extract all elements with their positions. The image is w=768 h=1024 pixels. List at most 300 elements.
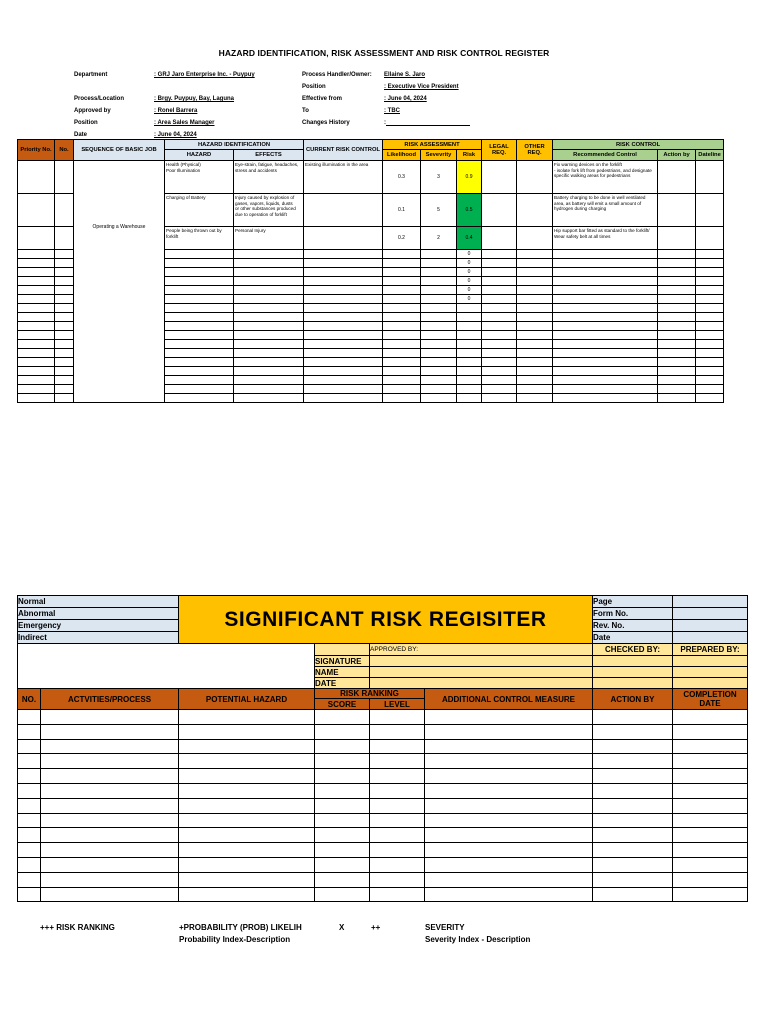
likelihood-cell[interactable] bbox=[383, 340, 421, 349]
risk-cell[interactable] bbox=[457, 358, 482, 367]
severity-cell[interactable] bbox=[421, 286, 457, 295]
risk-cell[interactable] bbox=[457, 349, 482, 358]
srr-hazard-cell[interactable] bbox=[179, 843, 315, 858]
srr-level-cell[interactable] bbox=[370, 887, 425, 902]
dateline-cell[interactable] bbox=[696, 376, 724, 385]
srr-score-cell[interactable] bbox=[315, 710, 370, 725]
current-control-cell[interactable] bbox=[304, 286, 383, 295]
risk-cell[interactable] bbox=[457, 385, 482, 394]
srr-hazard-cell[interactable] bbox=[179, 739, 315, 754]
srr-no-cell[interactable] bbox=[18, 828, 41, 843]
srr-additional-cell[interactable] bbox=[425, 887, 593, 902]
other-cell[interactable] bbox=[517, 313, 553, 322]
priority-cell[interactable] bbox=[18, 194, 55, 227]
current-control-cell[interactable] bbox=[304, 394, 383, 403]
priority-cell[interactable] bbox=[18, 295, 55, 304]
no-cell[interactable] bbox=[55, 385, 74, 394]
no-cell[interactable] bbox=[55, 250, 74, 259]
recommended-cell[interactable] bbox=[553, 349, 658, 358]
action-by-cell[interactable] bbox=[658, 295, 696, 304]
effects-cell[interactable] bbox=[234, 295, 304, 304]
severity-cell[interactable] bbox=[421, 376, 457, 385]
risk-cell[interactable] bbox=[457, 340, 482, 349]
srr-activity-cell[interactable] bbox=[41, 783, 179, 798]
action-by-cell[interactable] bbox=[658, 376, 696, 385]
likelihood-cell[interactable] bbox=[383, 349, 421, 358]
srr-action-cell[interactable] bbox=[593, 710, 673, 725]
current-control-cell[interactable] bbox=[304, 277, 383, 286]
current-control-cell[interactable] bbox=[304, 322, 383, 331]
severity-cell[interactable] bbox=[421, 322, 457, 331]
current-control-cell[interactable] bbox=[304, 385, 383, 394]
priority-cell[interactable] bbox=[18, 367, 55, 376]
severity-cell[interactable] bbox=[421, 295, 457, 304]
severity-cell[interactable] bbox=[421, 304, 457, 313]
action-by-cell[interactable] bbox=[658, 367, 696, 376]
srr-additional-cell[interactable] bbox=[425, 857, 593, 872]
effects-cell[interactable] bbox=[234, 349, 304, 358]
hazard-cell[interactable] bbox=[165, 259, 234, 268]
legal-cell[interactable] bbox=[482, 277, 517, 286]
legal-cell[interactable] bbox=[482, 227, 517, 250]
srr-no-cell[interactable] bbox=[18, 710, 41, 725]
hazard-cell[interactable] bbox=[165, 268, 234, 277]
no-cell[interactable] bbox=[55, 340, 74, 349]
srr-checked-name[interactable] bbox=[593, 667, 673, 678]
legal-cell[interactable] bbox=[482, 340, 517, 349]
srr-checked-date[interactable] bbox=[593, 678, 673, 689]
likelihood-cell[interactable] bbox=[383, 250, 421, 259]
other-cell[interactable] bbox=[517, 376, 553, 385]
other-cell[interactable] bbox=[517, 194, 553, 227]
dateline-cell[interactable] bbox=[696, 227, 724, 250]
legal-cell[interactable] bbox=[482, 322, 517, 331]
dateline-cell[interactable] bbox=[696, 385, 724, 394]
no-cell[interactable] bbox=[55, 376, 74, 385]
effects-cell[interactable] bbox=[234, 340, 304, 349]
priority-cell[interactable] bbox=[18, 376, 55, 385]
hazard-cell[interactable] bbox=[165, 313, 234, 322]
dateline-cell[interactable] bbox=[696, 259, 724, 268]
other-cell[interactable] bbox=[517, 304, 553, 313]
dateline-cell[interactable] bbox=[696, 304, 724, 313]
priority-cell[interactable] bbox=[18, 331, 55, 340]
severity-cell[interactable] bbox=[421, 259, 457, 268]
no-cell[interactable] bbox=[55, 304, 74, 313]
likelihood-cell[interactable] bbox=[383, 376, 421, 385]
likelihood-cell[interactable] bbox=[383, 295, 421, 304]
effects-cell[interactable] bbox=[234, 313, 304, 322]
no-cell[interactable] bbox=[55, 322, 74, 331]
current-control-cell[interactable] bbox=[304, 340, 383, 349]
other-cell[interactable] bbox=[517, 286, 553, 295]
severity-cell[interactable] bbox=[421, 313, 457, 322]
srr-additional-cell[interactable] bbox=[425, 739, 593, 754]
srr-level-cell[interactable] bbox=[370, 769, 425, 784]
other-cell[interactable] bbox=[517, 358, 553, 367]
severity-cell[interactable] bbox=[421, 394, 457, 403]
action-by-cell[interactable] bbox=[658, 227, 696, 250]
srr-activity-cell[interactable] bbox=[41, 798, 179, 813]
srr-activity-cell[interactable] bbox=[41, 887, 179, 902]
srr-activity-cell[interactable] bbox=[41, 754, 179, 769]
effects-cell[interactable] bbox=[234, 259, 304, 268]
srr-completion-cell[interactable] bbox=[673, 813, 748, 828]
srr-value-page[interactable] bbox=[673, 596, 748, 608]
srr-completion-cell[interactable] bbox=[673, 887, 748, 902]
severity-cell[interactable] bbox=[421, 331, 457, 340]
srr-activity-cell[interactable] bbox=[41, 710, 179, 725]
srr-score-cell[interactable] bbox=[315, 857, 370, 872]
recommended-cell[interactable] bbox=[553, 313, 658, 322]
action-by-cell[interactable] bbox=[658, 304, 696, 313]
no-cell[interactable] bbox=[55, 331, 74, 340]
action-by-cell[interactable] bbox=[658, 385, 696, 394]
likelihood-cell[interactable] bbox=[383, 304, 421, 313]
action-by-cell[interactable] bbox=[658, 340, 696, 349]
current-control-cell[interactable] bbox=[304, 367, 383, 376]
no-cell[interactable] bbox=[55, 394, 74, 403]
srr-score-cell[interactable] bbox=[315, 739, 370, 754]
likelihood-cell[interactable] bbox=[383, 367, 421, 376]
other-cell[interactable] bbox=[517, 250, 553, 259]
priority-cell[interactable] bbox=[18, 358, 55, 367]
current-control-cell[interactable] bbox=[304, 259, 383, 268]
action-by-cell[interactable] bbox=[658, 322, 696, 331]
srr-score-cell[interactable] bbox=[315, 887, 370, 902]
effects-cell[interactable] bbox=[234, 268, 304, 277]
legal-cell[interactable] bbox=[482, 349, 517, 358]
risk-cell[interactable] bbox=[457, 313, 482, 322]
recommended-cell[interactable] bbox=[553, 322, 658, 331]
srr-action-cell[interactable] bbox=[593, 783, 673, 798]
severity-cell[interactable] bbox=[421, 367, 457, 376]
other-cell[interactable] bbox=[517, 331, 553, 340]
srr-score-cell[interactable] bbox=[315, 872, 370, 887]
srr-hazard-cell[interactable] bbox=[179, 887, 315, 902]
dateline-cell[interactable] bbox=[696, 367, 724, 376]
srr-completion-cell[interactable] bbox=[673, 724, 748, 739]
dateline-cell[interactable] bbox=[696, 194, 724, 227]
severity-cell[interactable] bbox=[421, 349, 457, 358]
severity-cell[interactable] bbox=[421, 385, 457, 394]
srr-level-cell[interactable] bbox=[370, 843, 425, 858]
srr-action-cell[interactable] bbox=[593, 739, 673, 754]
legal-cell[interactable] bbox=[482, 268, 517, 277]
srr-level-cell[interactable] bbox=[370, 857, 425, 872]
srr-activity-cell[interactable] bbox=[41, 769, 179, 784]
srr-completion-cell[interactable] bbox=[673, 739, 748, 754]
no-cell[interactable] bbox=[55, 349, 74, 358]
priority-cell[interactable] bbox=[18, 227, 55, 250]
recommended-cell[interactable] bbox=[553, 259, 658, 268]
srr-action-cell[interactable] bbox=[593, 724, 673, 739]
other-cell[interactable] bbox=[517, 394, 553, 403]
srr-activity-cell[interactable] bbox=[41, 739, 179, 754]
dateline-cell[interactable] bbox=[696, 394, 724, 403]
srr-action-cell[interactable] bbox=[593, 843, 673, 858]
recommended-cell[interactable] bbox=[553, 367, 658, 376]
other-cell[interactable] bbox=[517, 322, 553, 331]
priority-cell[interactable] bbox=[18, 394, 55, 403]
recommended-cell[interactable] bbox=[553, 331, 658, 340]
risk-cell[interactable]: 0 bbox=[457, 268, 482, 277]
legal-cell[interactable] bbox=[482, 161, 517, 194]
other-cell[interactable] bbox=[517, 277, 553, 286]
effects-cell[interactable] bbox=[234, 331, 304, 340]
no-cell[interactable] bbox=[55, 259, 74, 268]
srr-prepared-date[interactable] bbox=[673, 678, 748, 689]
srr-activity-cell[interactable] bbox=[41, 828, 179, 843]
likelihood-cell[interactable] bbox=[383, 286, 421, 295]
srr-checked-signature[interactable] bbox=[593, 656, 673, 667]
risk-cell[interactable] bbox=[457, 367, 482, 376]
srr-score-cell[interactable] bbox=[315, 769, 370, 784]
srr-completion-cell[interactable] bbox=[673, 710, 748, 725]
no-cell[interactable] bbox=[55, 367, 74, 376]
likelihood-cell[interactable] bbox=[383, 268, 421, 277]
srr-level-cell[interactable] bbox=[370, 872, 425, 887]
legal-cell[interactable] bbox=[482, 304, 517, 313]
priority-cell[interactable] bbox=[18, 277, 55, 286]
no-cell[interactable] bbox=[55, 268, 74, 277]
no-cell[interactable] bbox=[55, 161, 74, 194]
srr-score-cell[interactable] bbox=[315, 754, 370, 769]
hazard-cell[interactable] bbox=[165, 394, 234, 403]
severity-cell[interactable] bbox=[421, 340, 457, 349]
srr-score-cell[interactable] bbox=[315, 843, 370, 858]
current-control-cell[interactable] bbox=[304, 376, 383, 385]
srr-level-cell[interactable] bbox=[370, 724, 425, 739]
recommended-cell[interactable] bbox=[553, 394, 658, 403]
priority-cell[interactable] bbox=[18, 340, 55, 349]
dateline-cell[interactable] bbox=[696, 349, 724, 358]
action-by-cell[interactable] bbox=[658, 259, 696, 268]
srr-score-cell[interactable] bbox=[315, 828, 370, 843]
srr-score-cell[interactable] bbox=[315, 783, 370, 798]
priority-cell[interactable] bbox=[18, 322, 55, 331]
recommended-cell[interactable] bbox=[553, 277, 658, 286]
risk-cell[interactable]: 0 bbox=[457, 286, 482, 295]
srr-action-cell[interactable] bbox=[593, 769, 673, 784]
srr-additional-cell[interactable] bbox=[425, 724, 593, 739]
srr-additional-cell[interactable] bbox=[425, 783, 593, 798]
likelihood-cell[interactable] bbox=[383, 385, 421, 394]
srr-activity-cell[interactable] bbox=[41, 843, 179, 858]
legal-cell[interactable] bbox=[482, 295, 517, 304]
action-by-cell[interactable] bbox=[658, 268, 696, 277]
current-control-cell[interactable] bbox=[304, 313, 383, 322]
srr-completion-cell[interactable] bbox=[673, 783, 748, 798]
legal-cell[interactable] bbox=[482, 331, 517, 340]
no-cell[interactable] bbox=[55, 277, 74, 286]
effects-cell[interactable] bbox=[234, 250, 304, 259]
current-control-cell[interactable] bbox=[304, 250, 383, 259]
hazard-cell[interactable] bbox=[165, 331, 234, 340]
effects-cell[interactable] bbox=[234, 322, 304, 331]
srr-hazard-cell[interactable] bbox=[179, 828, 315, 843]
srr-hazard-cell[interactable] bbox=[179, 754, 315, 769]
severity-cell[interactable] bbox=[421, 277, 457, 286]
srr-action-cell[interactable] bbox=[593, 813, 673, 828]
srr-action-cell[interactable] bbox=[593, 798, 673, 813]
no-cell[interactable] bbox=[55, 227, 74, 250]
hazard-cell[interactable] bbox=[165, 340, 234, 349]
srr-additional-cell[interactable] bbox=[425, 710, 593, 725]
srr-hazard-cell[interactable] bbox=[179, 857, 315, 872]
srr-value-form[interactable] bbox=[673, 608, 748, 620]
severity-cell[interactable] bbox=[421, 268, 457, 277]
severity-cell[interactable] bbox=[421, 250, 457, 259]
priority-cell[interactable] bbox=[18, 286, 55, 295]
srr-no-cell[interactable] bbox=[18, 887, 41, 902]
legal-cell[interactable] bbox=[482, 394, 517, 403]
effects-cell[interactable] bbox=[234, 367, 304, 376]
other-cell[interactable] bbox=[517, 349, 553, 358]
srr-action-cell[interactable] bbox=[593, 754, 673, 769]
current-control-cell[interactable] bbox=[304, 331, 383, 340]
dateline-cell[interactable] bbox=[696, 322, 724, 331]
srr-action-cell[interactable] bbox=[593, 857, 673, 872]
legal-cell[interactable] bbox=[482, 385, 517, 394]
legal-cell[interactable] bbox=[482, 259, 517, 268]
other-cell[interactable] bbox=[517, 259, 553, 268]
legal-cell[interactable] bbox=[482, 367, 517, 376]
no-cell[interactable] bbox=[55, 286, 74, 295]
srr-hazard-cell[interactable] bbox=[179, 798, 315, 813]
srr-hazard-cell[interactable] bbox=[179, 724, 315, 739]
effects-cell[interactable] bbox=[234, 304, 304, 313]
other-cell[interactable] bbox=[517, 367, 553, 376]
srr-level-cell[interactable] bbox=[370, 813, 425, 828]
dateline-cell[interactable] bbox=[696, 268, 724, 277]
srr-hazard-cell[interactable] bbox=[179, 813, 315, 828]
no-cell[interactable] bbox=[55, 358, 74, 367]
hazard-cell[interactable] bbox=[165, 286, 234, 295]
action-by-cell[interactable] bbox=[658, 394, 696, 403]
no-cell[interactable] bbox=[55, 295, 74, 304]
hazard-cell[interactable] bbox=[165, 367, 234, 376]
priority-cell[interactable] bbox=[18, 161, 55, 194]
dateline-cell[interactable] bbox=[696, 277, 724, 286]
dateline-cell[interactable] bbox=[696, 250, 724, 259]
hazard-cell[interactable] bbox=[165, 358, 234, 367]
hazard-cell[interactable] bbox=[165, 295, 234, 304]
risk-cell[interactable]: 0 bbox=[457, 277, 482, 286]
hazard-cell[interactable] bbox=[165, 304, 234, 313]
srr-action-cell[interactable] bbox=[593, 872, 673, 887]
srr-completion-cell[interactable] bbox=[673, 769, 748, 784]
dateline-cell[interactable] bbox=[696, 358, 724, 367]
srr-action-cell[interactable] bbox=[593, 887, 673, 902]
recommended-cell[interactable] bbox=[553, 385, 658, 394]
srr-no-cell[interactable] bbox=[18, 754, 41, 769]
srr-approved-signature[interactable] bbox=[370, 656, 593, 667]
legal-cell[interactable] bbox=[482, 194, 517, 227]
effects-cell[interactable] bbox=[234, 385, 304, 394]
hazard-cell[interactable] bbox=[165, 277, 234, 286]
srr-level-cell[interactable] bbox=[370, 798, 425, 813]
current-control-cell[interactable] bbox=[304, 268, 383, 277]
effects-cell[interactable] bbox=[234, 394, 304, 403]
likelihood-cell[interactable] bbox=[383, 259, 421, 268]
legal-cell[interactable] bbox=[482, 358, 517, 367]
srr-prepared-signature[interactable] bbox=[673, 656, 748, 667]
hazard-cell[interactable] bbox=[165, 376, 234, 385]
current-control-cell[interactable] bbox=[304, 349, 383, 358]
recommended-cell[interactable] bbox=[553, 376, 658, 385]
priority-cell[interactable] bbox=[18, 313, 55, 322]
action-by-cell[interactable] bbox=[658, 250, 696, 259]
srr-hazard-cell[interactable] bbox=[179, 710, 315, 725]
severity-cell[interactable] bbox=[421, 358, 457, 367]
priority-cell[interactable] bbox=[18, 268, 55, 277]
srr-no-cell[interactable] bbox=[18, 843, 41, 858]
dateline-cell[interactable] bbox=[696, 161, 724, 194]
action-by-cell[interactable] bbox=[658, 313, 696, 322]
recommended-cell[interactable] bbox=[553, 358, 658, 367]
srr-additional-cell[interactable] bbox=[425, 843, 593, 858]
risk-cell[interactable] bbox=[457, 331, 482, 340]
likelihood-cell[interactable] bbox=[383, 277, 421, 286]
srr-completion-cell[interactable] bbox=[673, 798, 748, 813]
srr-completion-cell[interactable] bbox=[673, 843, 748, 858]
other-cell[interactable] bbox=[517, 340, 553, 349]
legal-cell[interactable] bbox=[482, 313, 517, 322]
action-by-cell[interactable] bbox=[658, 331, 696, 340]
action-by-cell[interactable] bbox=[658, 358, 696, 367]
legal-cell[interactable] bbox=[482, 250, 517, 259]
risk-cell[interactable] bbox=[457, 322, 482, 331]
risk-cell[interactable]: 0 bbox=[457, 250, 482, 259]
effects-cell[interactable] bbox=[234, 277, 304, 286]
srr-no-cell[interactable] bbox=[18, 798, 41, 813]
priority-cell[interactable] bbox=[18, 304, 55, 313]
no-cell[interactable] bbox=[55, 194, 74, 227]
srr-score-cell[interactable] bbox=[315, 798, 370, 813]
recommended-cell[interactable] bbox=[553, 286, 658, 295]
srr-additional-cell[interactable] bbox=[425, 769, 593, 784]
srr-level-cell[interactable] bbox=[370, 710, 425, 725]
likelihood-cell[interactable] bbox=[383, 313, 421, 322]
other-cell[interactable] bbox=[517, 268, 553, 277]
recommended-cell[interactable] bbox=[553, 304, 658, 313]
srr-prepared-name[interactable] bbox=[673, 667, 748, 678]
srr-completion-cell[interactable] bbox=[673, 828, 748, 843]
likelihood-cell[interactable] bbox=[383, 358, 421, 367]
srr-completion-cell[interactable] bbox=[673, 754, 748, 769]
risk-cell[interactable]: 0 bbox=[457, 295, 482, 304]
action-by-cell[interactable] bbox=[658, 349, 696, 358]
srr-value-date[interactable] bbox=[673, 632, 748, 644]
srr-approved-name[interactable] bbox=[370, 667, 593, 678]
srr-hazard-cell[interactable] bbox=[179, 783, 315, 798]
srr-additional-cell[interactable] bbox=[425, 798, 593, 813]
likelihood-cell[interactable] bbox=[383, 331, 421, 340]
effects-cell[interactable] bbox=[234, 358, 304, 367]
recommended-cell[interactable] bbox=[553, 250, 658, 259]
recommended-cell[interactable] bbox=[553, 268, 658, 277]
hazard-cell[interactable] bbox=[165, 250, 234, 259]
hazard-cell[interactable] bbox=[165, 322, 234, 331]
srr-score-cell[interactable] bbox=[315, 724, 370, 739]
dateline-cell[interactable] bbox=[696, 313, 724, 322]
srr-no-cell[interactable] bbox=[18, 813, 41, 828]
action-by-cell[interactable] bbox=[658, 194, 696, 227]
dateline-cell[interactable] bbox=[696, 295, 724, 304]
srr-no-cell[interactable] bbox=[18, 857, 41, 872]
srr-value-rev[interactable] bbox=[673, 620, 748, 632]
